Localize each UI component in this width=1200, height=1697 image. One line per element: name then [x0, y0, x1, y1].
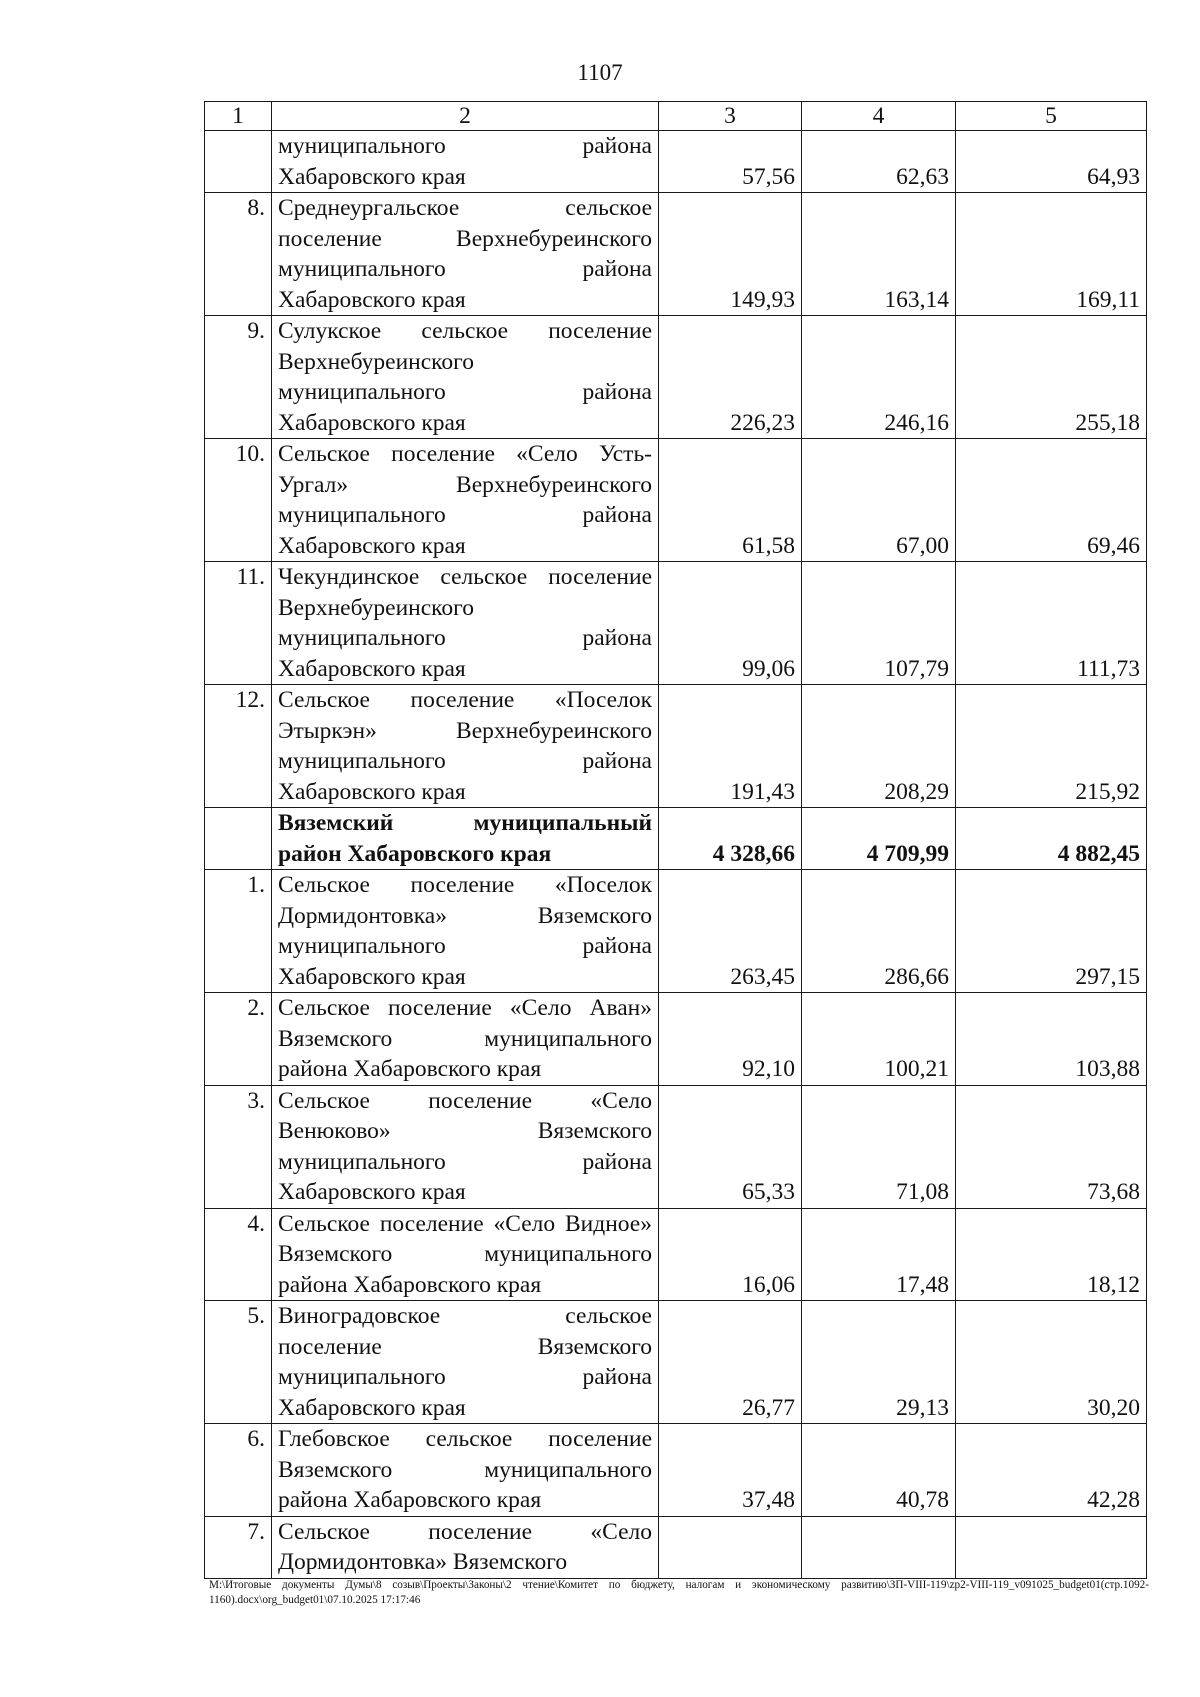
- entity-name: [272, 1424, 659, 1517]
- entity-name: [272, 562, 659, 685]
- amount-year-3: 73,68: [956, 1085, 1147, 1208]
- row-number: 7.: [205, 1516, 272, 1578]
- entity-name-line: Этыркэн» Верхнебуреинского: [278, 717, 652, 744]
- amount-year-3: 215,92: [956, 685, 1147, 808]
- entity-name-line: Среднеургальское сельское: [278, 195, 652, 221]
- table-row: [205, 1301, 1147, 1424]
- amount-year-2: 17,48: [802, 1208, 956, 1301]
- entity-name-line: Сельское поселение «Село Аван»: [278, 995, 652, 1021]
- entity-name-line: Верхнебуреинского: [278, 594, 474, 621]
- entity-name-line: Ургал» Верхнебуреинского: [278, 471, 652, 498]
- table-row: [205, 131, 1147, 193]
- row-number: 6.: [205, 1424, 272, 1517]
- entity-name-line: муниципального района: [278, 379, 652, 405]
- entity-name-line: муниципального района: [278, 1364, 652, 1390]
- entity-name-line: Хабаровского края: [278, 655, 466, 682]
- entity-name-line: район Хабаровского края: [278, 840, 552, 867]
- entity-name: [272, 993, 659, 1086]
- entity-name-line: Сельское поселение «Село Видное»: [278, 1210, 652, 1237]
- entity-name: [272, 193, 659, 316]
- table-row: [205, 1516, 1147, 1578]
- column-header: 5: [956, 102, 1147, 131]
- budget-table: [204, 101, 1147, 1579]
- amount-year-1: 191,43: [659, 685, 802, 808]
- amount-year-3: 64,93: [956, 131, 1147, 193]
- entity-name-line: Венюково» Вяземского: [278, 1118, 652, 1144]
- entity-name-line: муниципального района: [278, 625, 652, 651]
- entity-name-line: района Хабаровского края: [278, 1056, 542, 1082]
- entity-name-line: Хабаровского края: [278, 963, 466, 990]
- table-row: [205, 993, 1147, 1086]
- entity-name: [272, 870, 659, 993]
- entity-name: [272, 808, 659, 870]
- column-header: 4: [802, 102, 956, 131]
- amount-year-1: 149,93: [659, 193, 802, 316]
- amount-year-2: 100,21: [802, 993, 956, 1086]
- table-row: [205, 562, 1147, 685]
- entity-name: [272, 439, 659, 562]
- entity-name: [272, 685, 659, 808]
- entity-name-line: поселение Вяземского: [278, 1333, 652, 1360]
- entity-name-line: Глебовское сельское поселение: [278, 1426, 652, 1452]
- entity-name-line: Хабаровского края: [278, 778, 466, 805]
- entity-name-line: Вяземского муниципального: [278, 1241, 652, 1267]
- entity-name-line: Хабаровского края: [278, 286, 466, 313]
- amount-year-2: 4 709,99: [802, 808, 956, 870]
- entity-name-line: Дормидонтовка» Вяземского: [278, 902, 652, 929]
- amount-year-1: 57,56: [659, 131, 802, 193]
- row-number: 12.: [205, 685, 272, 808]
- file-path-footer: M:\Итоговые документы Думы\8 созыв\Проекты\Законы\2 чтение\Комитет по бюджету, налогам и экономическому развитию\ЗП-VIII-119\zp2-VIII-119_v091025_budget01(стр.1092-1160).docx\org_budget01\07.10.2025 17:17:46: [209, 1579, 1149, 1606]
- amount-year-2: 29,13: [802, 1301, 956, 1424]
- table-row: [205, 1208, 1147, 1301]
- row-number: 8.: [205, 193, 272, 316]
- amount-year-1: 4 328,66: [659, 808, 802, 870]
- row-number: 11.: [205, 562, 272, 685]
- entity-name: [272, 131, 659, 193]
- entity-name-line: Хабаровского края: [278, 1179, 466, 1205]
- page-number: 1107: [577, 60, 623, 85]
- row-number: 2.: [205, 993, 272, 1086]
- amount-year-2: 67,00: [802, 439, 956, 562]
- row-number: [205, 808, 272, 870]
- amount-year-1: 99,06: [659, 562, 802, 685]
- column-header: 3: [659, 102, 802, 131]
- amount-year-3: 297,15: [956, 870, 1147, 993]
- entity-name-line: Сельское поселение «Село: [278, 1087, 652, 1114]
- entity-name-line: поселение Верхнебуреинского: [278, 225, 652, 252]
- entity-name-line: района Хабаровского края: [278, 1487, 542, 1513]
- amount-year-3: 255,18: [956, 316, 1147, 439]
- entity-name-line: муниципального района: [278, 133, 652, 159]
- amount-year-3: 4 882,45: [956, 808, 1147, 870]
- amount-year-2: [802, 1516, 956, 1578]
- entity-name-line: Хабаровского края: [278, 1394, 466, 1421]
- row-number: 1.: [205, 870, 272, 993]
- entity-name-line: Сельское поселение «Село Усть-: [278, 441, 652, 467]
- amount-year-3: 42,28: [956, 1424, 1147, 1517]
- entity-name: [272, 1516, 659, 1578]
- entity-name-line: Верхнебуреинского: [278, 348, 474, 375]
- entity-name-line: муниципального района: [278, 256, 652, 282]
- amount-year-3: 69,46: [956, 439, 1147, 562]
- table-row: [205, 439, 1147, 562]
- entity-name-line: Вяземского муниципального: [278, 1025, 652, 1052]
- row-number: 9.: [205, 316, 272, 439]
- entity-name-line: Сельское поселение «Село: [278, 1518, 652, 1545]
- entity-name: [272, 1208, 659, 1301]
- amount-year-2: 62,63: [802, 131, 956, 193]
- amount-year-3: 111,73: [956, 562, 1147, 685]
- table-row: [205, 1424, 1147, 1517]
- amount-year-1: 37,48: [659, 1424, 802, 1517]
- amount-year-2: 71,08: [802, 1085, 956, 1208]
- column-header: 1: [205, 102, 272, 131]
- amount-year-2: 107,79: [802, 562, 956, 685]
- entity-name-line: Сельское поселение «Поселок: [278, 872, 652, 898]
- amount-year-2: 163,14: [802, 193, 956, 316]
- column-header: 2: [272, 102, 659, 131]
- table-row: [205, 316, 1147, 439]
- amount-year-2: 246,16: [802, 316, 956, 439]
- table-row: [205, 808, 1147, 870]
- table-row: [205, 193, 1147, 316]
- entity-name-line: Сулукское сельское поселение: [278, 318, 652, 344]
- entity-name-line: Вяземского муниципального: [278, 1456, 652, 1483]
- row-number: 5.: [205, 1301, 272, 1424]
- amount-year-2: 208,29: [802, 685, 956, 808]
- amount-year-1: [659, 1516, 802, 1578]
- table-header-row: [205, 102, 1147, 131]
- amount-year-1: 226,23: [659, 316, 802, 439]
- amount-year-1: 65,33: [659, 1085, 802, 1208]
- entity-name-line: Виноградовское сельское: [278, 1303, 652, 1329]
- entity-name-line: Хабаровского края: [278, 532, 466, 559]
- row-number: [205, 131, 272, 193]
- row-number: 3.: [205, 1085, 272, 1208]
- entity-name-line: Вяземский муниципальный: [278, 810, 652, 836]
- entity-name-line: Хабаровского края: [278, 163, 466, 190]
- table-row: [205, 685, 1147, 808]
- entity-name-line: муниципального района: [278, 1148, 652, 1175]
- table-row: [205, 1085, 1147, 1208]
- entity-name-line: муниципального района: [278, 933, 652, 959]
- entity-name: [272, 1085, 659, 1208]
- amount-year-1: 263,45: [659, 870, 802, 993]
- entity-name-line: Дормидонтовка» Вяземского: [278, 1549, 568, 1575]
- amount-year-3: 18,12: [956, 1208, 1147, 1301]
- entity-name-line: Сельское поселение «Поселок: [278, 687, 652, 713]
- entity-name-line: муниципального района: [278, 502, 652, 528]
- amount-year-3: 169,11: [956, 193, 1147, 316]
- amount-year-3: [956, 1516, 1147, 1578]
- amount-year-2: 40,78: [802, 1424, 956, 1517]
- amount-year-3: 30,20: [956, 1301, 1147, 1424]
- amount-year-2: 286,66: [802, 870, 956, 993]
- entity-name-line: Хабаровского края: [278, 409, 466, 436]
- row-number: 4.: [205, 1208, 272, 1301]
- entity-name: [272, 316, 659, 439]
- entity-name-line: района Хабаровского края: [278, 1271, 542, 1298]
- entity-name-line: Чекундинское сельское поселение: [278, 564, 652, 590]
- amount-year-3: 103,88: [956, 993, 1147, 1086]
- table-row: [205, 870, 1147, 993]
- amount-year-1: 92,10: [659, 993, 802, 1086]
- amount-year-1: 61,58: [659, 439, 802, 562]
- entity-name: [272, 1301, 659, 1424]
- entity-name-line: муниципального района: [278, 748, 652, 774]
- row-number: 10.: [205, 439, 272, 562]
- amount-year-1: 16,06: [659, 1208, 802, 1301]
- amount-year-1: 26,77: [659, 1301, 802, 1424]
